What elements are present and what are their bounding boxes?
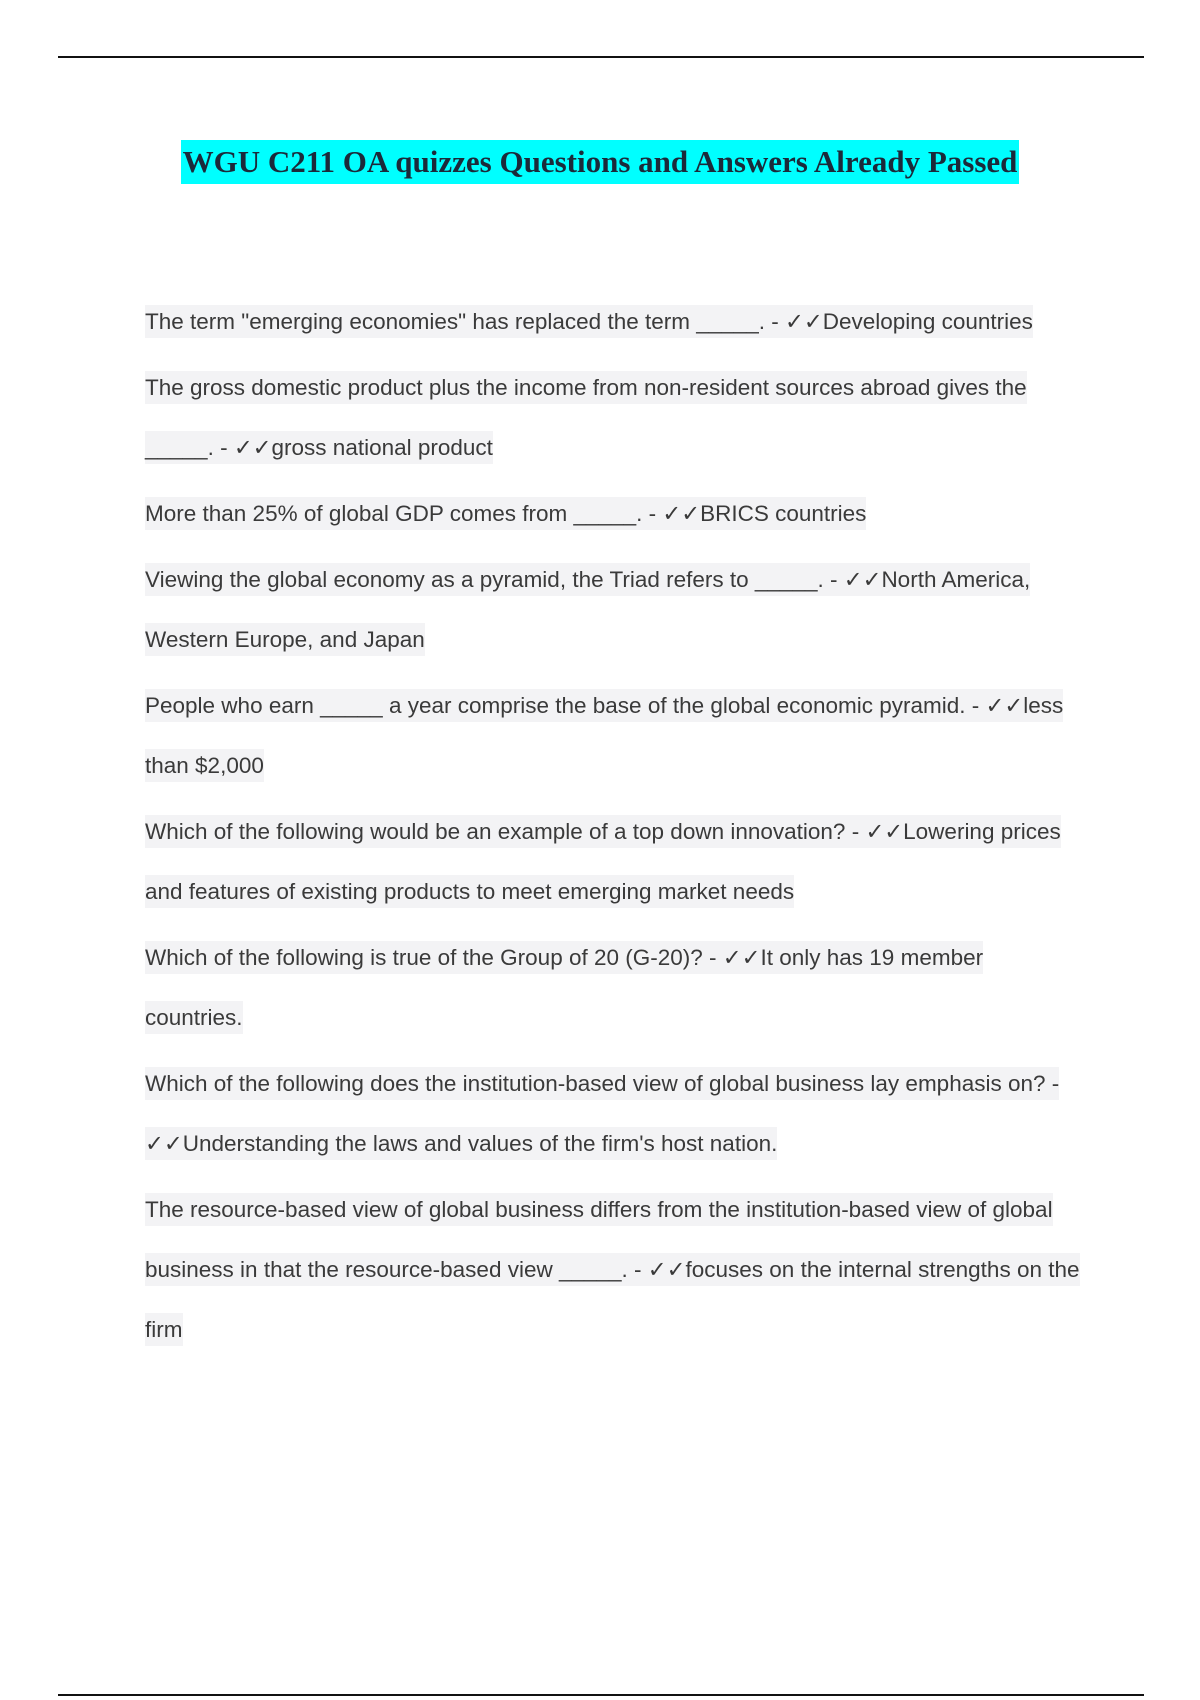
answer-text: BRICS countries (700, 497, 866, 530)
answer-checkmark: - ✓✓ (642, 497, 700, 530)
document-title: WGU C211 OA quizzes Questions and Answers Already Passed (181, 140, 1020, 184)
answer-text: focuses on the internal strengths on the firm (145, 1253, 1080, 1346)
question-text: Which of the following would be an example of a top down innovation? (145, 815, 845, 848)
question-text: The resource-based view of global business differs from the institution-based view of global business in that the resource-based view _____. (145, 1193, 1053, 1286)
question-text: The gross domestic product plus the income from non-resident sources abroad gives the _____. (145, 371, 1027, 464)
question-text: Which of the following does the institution-based view of global business lay emphasis on? (145, 1067, 1046, 1100)
qa-item (145, 358, 1080, 478)
qa-item (145, 484, 1080, 544)
question-text: The term "emerging economies" has replaced the term _____. (145, 305, 765, 338)
top-divider (58, 56, 1144, 58)
answer-checkmark: - ✓✓ (214, 431, 272, 464)
answer-text: North America, Western Europe, and Japan (145, 563, 1030, 656)
qa-item (145, 676, 1080, 796)
answer-checkmark: - ✓✓ (765, 305, 823, 338)
question-text: More than 25% of global GDP comes from _____. (145, 497, 642, 530)
bottom-divider (58, 1694, 1144, 1696)
qa-item (145, 802, 1080, 922)
answer-text: Understanding the laws and values of the firm's host nation. (183, 1127, 778, 1160)
answer-text: It only has 19 member countries. (145, 941, 983, 1034)
title-container (0, 140, 1200, 184)
answer-text: less than $2,000 (145, 689, 1063, 782)
answer-checkmark: - ✓✓ (966, 689, 1024, 722)
question-text: People who earn _____ a year comprise the base of the global economic pyramid. (145, 689, 966, 722)
qa-list (145, 292, 1080, 1366)
qa-item (145, 292, 1080, 352)
qa-item (145, 1180, 1080, 1360)
answer-checkmark: - ✓✓ (845, 815, 903, 848)
answer-text: Developing countries (823, 305, 1033, 338)
qa-item (145, 550, 1080, 670)
question-text: Which of the following is true of the Group of 20 (G-20)? (145, 941, 703, 974)
answer-checkmark: - ✓✓ (824, 563, 882, 596)
question-text: Viewing the global economy as a pyramid, the Triad refers to _____. (145, 563, 824, 596)
answer-checkmark: - ✓✓ (628, 1253, 686, 1286)
answer-checkmark: - ✓✓ (703, 941, 761, 974)
answer-text: Lowering prices and features of existing products to meet emerging market needs (145, 815, 1061, 908)
qa-item (145, 928, 1080, 1048)
answer-text: gross national product (272, 431, 493, 464)
qa-item (145, 1054, 1080, 1174)
answer-checkmark: - ✓✓ (145, 1067, 1059, 1160)
